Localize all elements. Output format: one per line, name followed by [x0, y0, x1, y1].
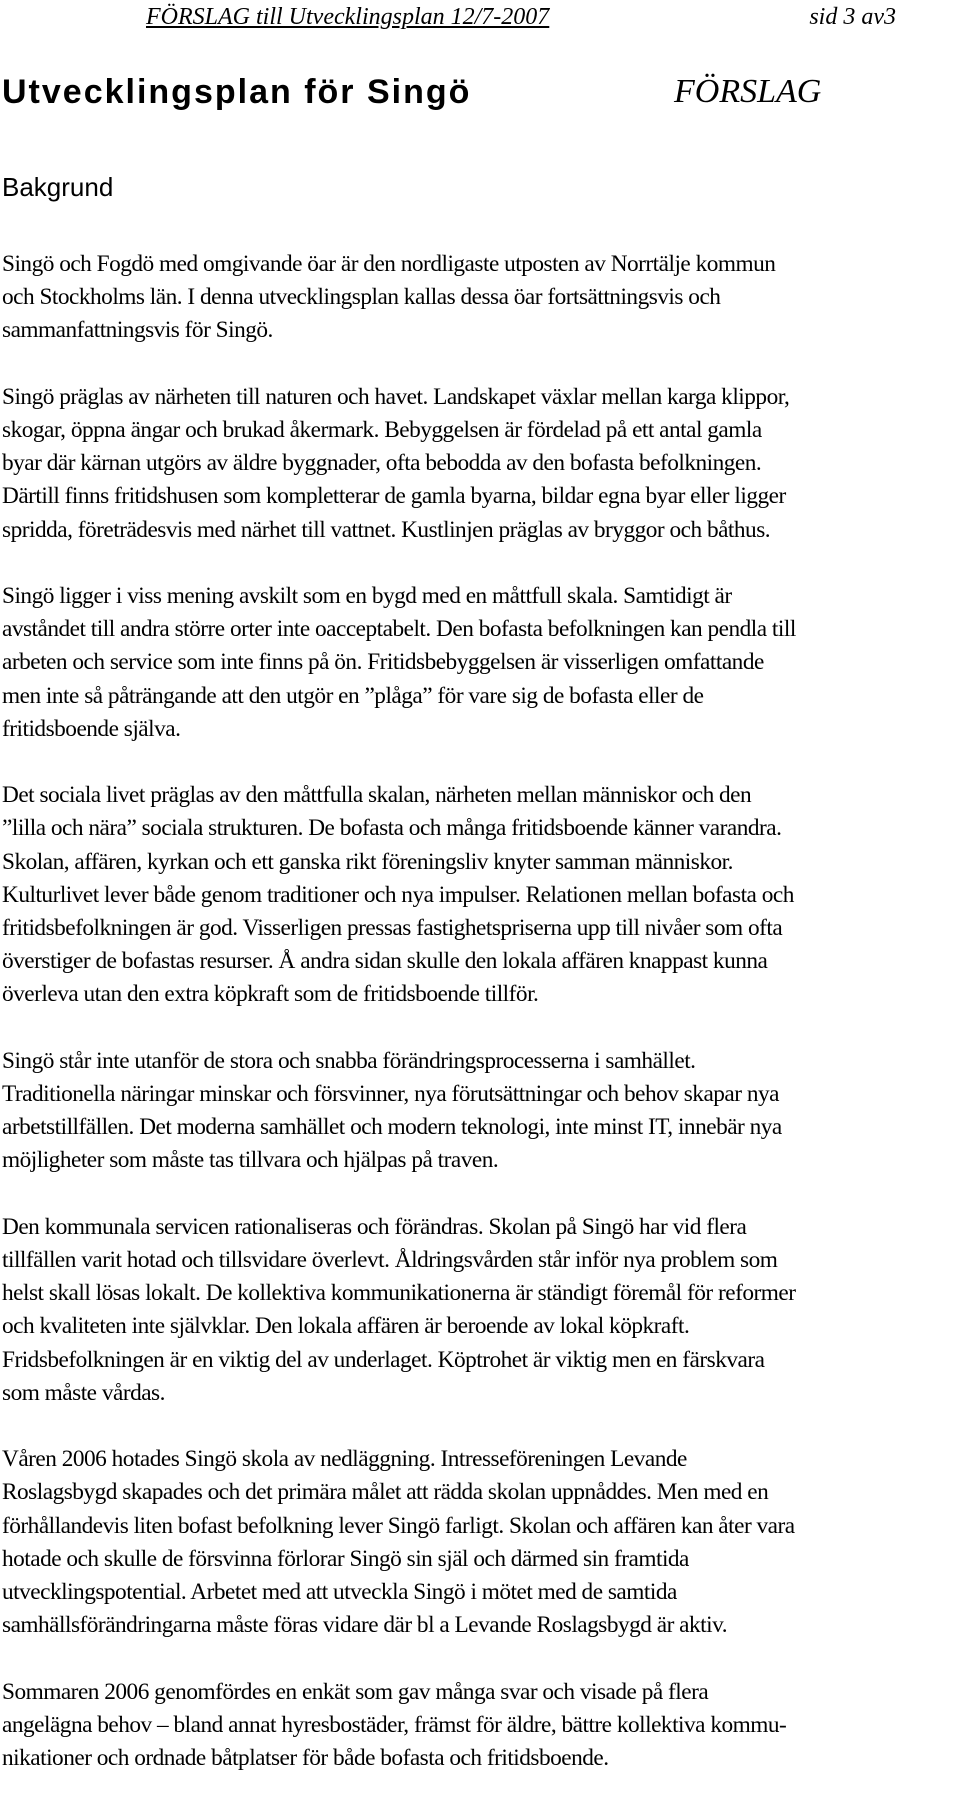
paragraph-line: och Stockholms län. I denna utvecklingsplan kallas dessa öar fortsättningsvis och: [2, 284, 721, 311]
paragraph: [2, 381, 960, 547]
paragraph-line: arbeten och service som inte finns på ön. Fritidsbebyggelsen är visserligen omfattande: [2, 649, 764, 676]
paragraph-line: tillfällen varit hotad och tillsvidare överlevt. Åldringsvården står inför nya problem som: [2, 1247, 778, 1274]
paragraph-line: Kulturlivet lever både genom traditioner och nya impulser. Relationen mellan bofasta och: [2, 881, 794, 908]
paragraph-line: spridda, företrädesvis med närhet till vattnet. Kustlinjen präglas av bryggor och båthus.: [2, 516, 771, 543]
paragraph-line: överleva utan den extra köpkraft som de fritidsboende tillför.: [2, 981, 539, 1008]
paragraph-line: Sommaren 2006 genomfördes en enkät som gav många svar och visade på flera: [2, 1678, 709, 1705]
page-number: sid 3 av3: [809, 4, 896, 30]
paragraph-line: Därtill finns fritidshusen som kompletterar de gamla byarna, bildar egna byar eller ligger: [2, 483, 786, 510]
section-heading: Bakgrund: [2, 172, 114, 202]
paragraph-line: fritidsbefolkningen är god. Visserligen pressas fastighetspriserna upp till nivåer som ofta: [2, 915, 783, 942]
paragraph-line: skogar, öppna ängar och brukad åkermark. Bebyggelsen är fördelad på ett antal gamla: [2, 417, 762, 443]
paragraph-line: Skolan, affären, kyrkan och ett ganska rikt föreningsliv knyter samman människor.: [2, 848, 733, 875]
paragraph-line: förhållandevis liten bofast befolkning lever Singö farligt. Skolan och affären kan åter vara: [2, 1512, 795, 1539]
paragraph-line: avståndet till andra större orter inte oacceptabelt. Den bofasta befolkningen kan pendla till: [2, 616, 796, 643]
paragraph-line: Traditionella näringar minskar och försvinner, nya förutsättningar och behov skapar nya: [2, 1081, 779, 1108]
paragraph-line: möjligheter som måste tas tillvara och hjälpas på traven.: [2, 1147, 499, 1174]
paragraph: [2, 248, 960, 348]
paragraph-line: sammanfattningsvis för Singö.: [2, 317, 273, 344]
page-header: [146, 2, 896, 32]
paragraph-line: Singö ligger i viss mening avskilt som en bygd med en måttfull skala. Samtidigt är: [2, 583, 732, 609]
paragraph-line: Det sociala livet präglas av den måttfulla skalan, närheten mellan människor och den: [2, 782, 752, 809]
body-text: [2, 248, 960, 1808]
paragraph-line: helst skall lösas lokalt. De kollektiva kommunikationerna är ständigt föremål för reformer: [2, 1280, 796, 1307]
paragraph-line: utvecklingspotential. Arbetet med att utveckla Singö i mötet med de samtida: [2, 1579, 677, 1606]
paragraph-line: arbetstillfällen. Det moderna samhället och modern teknologi, inte minst IT, innebär nya: [2, 1114, 782, 1141]
paragraph-line: Den kommunala servicen rationaliseras och förändras. Skolan på Singö har vid flera: [2, 1213, 747, 1240]
paragraph-line: och kvaliteten inte självklar. Den lokala affären är beroende av lokal köpkraft.: [2, 1313, 690, 1340]
paragraph-line: Fridsbefolkningen är en viktig del av underlaget. Köptrohet är viktig men en färskvara: [2, 1346, 765, 1373]
paragraph-line: nikationer och ordnade båtplatser för både bofasta och fritidsboende.: [2, 1745, 609, 1772]
paragraph-line: ”lilla och nära” sociala strukturen. De bofasta och många fritidsboende känner varandra.: [2, 815, 782, 842]
paragraph: [2, 779, 960, 1011]
paragraph-line: Singö står inte utanför de stora och snabba förändringsprocesserna i samhället.: [2, 1047, 696, 1074]
paragraph-line: Singö och Fogdö med omgivande öar är den nordligaste utposten av Norrtälje kommun: [2, 251, 776, 277]
title-row: [0, 68, 960, 116]
paragraph-line: Roslagsbygd skapades och det primära målet att rädda skolan uppnåddes. Men med en: [2, 1479, 769, 1506]
paragraph: [2, 1211, 960, 1410]
paragraph: [2, 580, 960, 746]
paragraph: [2, 1045, 960, 1178]
paragraph-line: Våren 2006 hotades Singö skola av nedläggning. Intresseföreningen Levande: [2, 1446, 687, 1473]
paragraph-line: samhällsförändringarna måste föras vidare där bl a Levande Roslagsbygd är aktiv.: [2, 1612, 728, 1639]
document-status: FÖRSLAG: [674, 73, 822, 110]
paragraph-line: byar där kärnan utgörs av äldre byggnader, ofta bebodda av den bofasta befolkningen.: [2, 450, 762, 477]
paragraph-line: som måste vårdas.: [2, 1379, 165, 1406]
paragraph-line: angelägna behov – bland annat hyresbostäder, främst för äldre, bättre kollektiva kommu-: [2, 1711, 787, 1738]
paragraph: [2, 1443, 960, 1642]
paragraph-line: fritidsboende själva.: [2, 715, 181, 742]
paragraph-line: men inte så påträngande att den utgör en ”plåga” för vare sig de bofasta eller de: [2, 682, 704, 709]
paragraph: [2, 1676, 960, 1776]
header-document-label: FÖRSLAG till Utvecklingsplan 12/7-2007: [146, 4, 550, 30]
document-title: Utvecklingsplan för Singö: [2, 73, 472, 111]
paragraph-line: överstiger de bofastas resurser. Å andra sidan skulle den lokala affären knappast kunna: [2, 948, 768, 975]
paragraph-line: hotade och skulle de försvinna förlorar Singö sin själ och därmed sin framtida: [2, 1545, 689, 1572]
paragraph-line: Singö präglas av närheten till naturen och havet. Landskapet växlar mellan karga klippor,: [2, 383, 790, 410]
